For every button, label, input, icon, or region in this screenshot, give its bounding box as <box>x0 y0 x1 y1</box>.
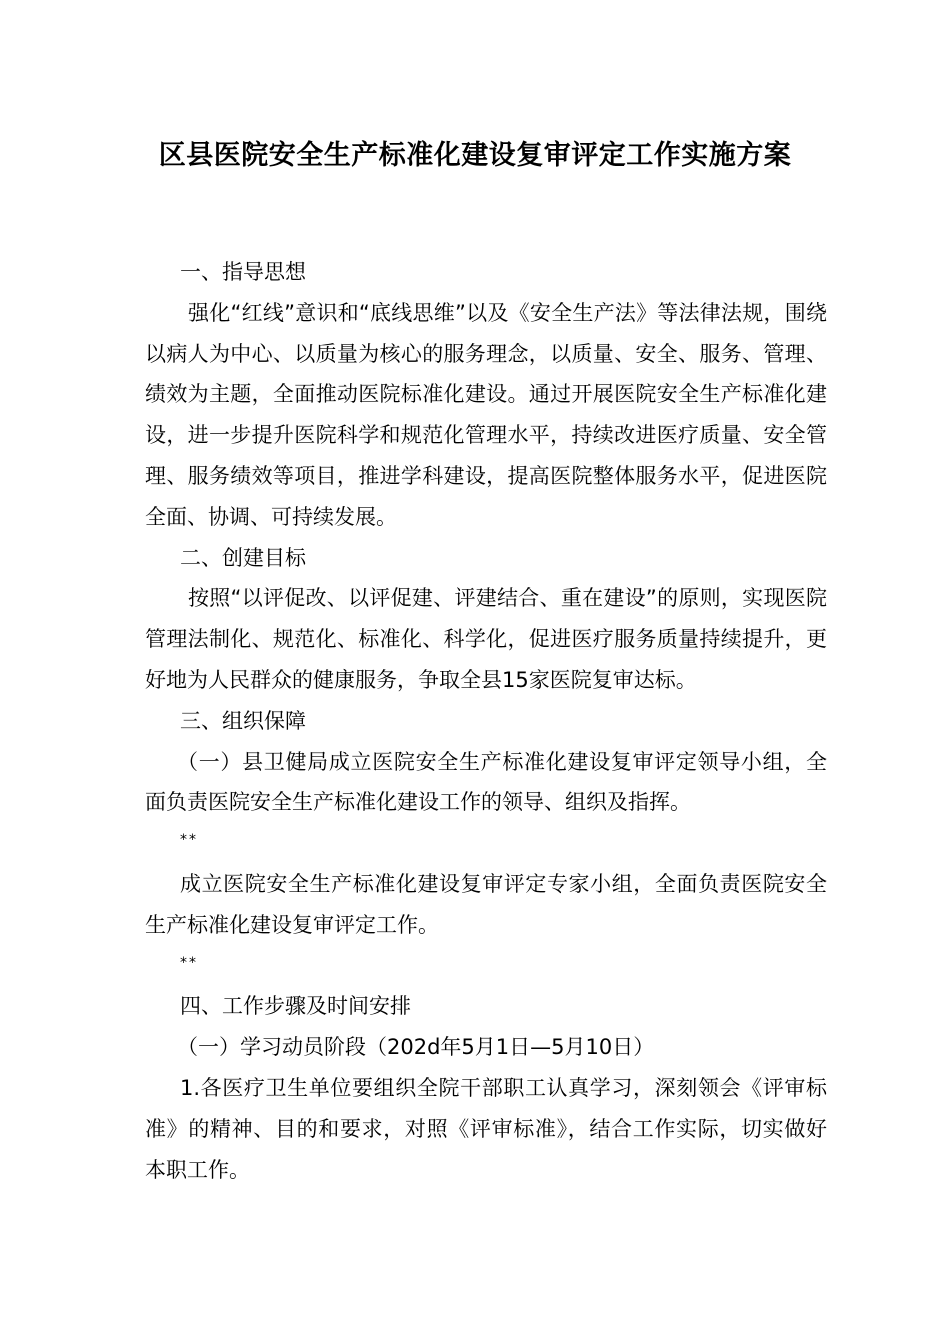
subheading-mobilization-stage: （一）学习动员阶段（202d年5月1日—5月10日） <box>177 1035 655 1060</box>
section-heading-guiding-ideology: 一、指导思想 <box>180 260 306 284</box>
document-title: 区县医院安全生产标准化建设复审评定工作实施方案 <box>158 140 792 171</box>
paragraph-study-requirement: 1.各医疗卫生单位要组织全院干部职工认真学习，深刻领会《评审标准》的精神、目的和要求，对照《评审标准》，结合工作实际，切实做好本职工作。 <box>145 1075 827 1182</box>
paragraph-goals: 按照“以评促改、以评促建、评建结合、重在建设”的原则，实现医院管理法制化、规范化、标准化、科学化，促进医疗服务质量持续提升，更好地为人民群众的健康服务，争取全县15家医院复审达标。 <box>145 586 827 692</box>
section-heading-organization: 三、组织保障 <box>180 708 306 733</box>
paragraph-expert-group: 成立医院安全生产标准化建设复审评定专家小组，全面负责医院安全生产标准化建设复审评定工作。 <box>145 871 827 937</box>
section-heading-schedule: 四、工作步骤及时间安排 <box>180 994 411 1019</box>
omission-marker: ** <box>180 832 198 849</box>
paragraph-leading-group: （一）县卫健局成立医院安全生产标准化建设复审评定领导小组，全面负责医院安全生产标准化建设工作的领导、组织及指挥。 <box>145 749 827 815</box>
section-heading-goals: 二、创建目标 <box>180 545 306 570</box>
paragraph-guiding-ideology: 强化“红线”意识和“底线思维”以及《安全生产法》等法律法规，围绕以病人为中心、以质量为核心的服务理念，以质量、安全、服务、管理、绩效为主题，全面推动医院标准化建设。通过开展医院安全生产标准化建设，进一步提升医院科学和规范化管理水平，持续改进医疗质量、安全管理、服务绩效等项目，推进学科建设，提高医院整体服务水平，促进医院全面、协调、可持续发展。 <box>145 300 827 529</box>
omission-marker: ** <box>180 954 198 971</box>
document-body <box>145 252 827 1190</box>
